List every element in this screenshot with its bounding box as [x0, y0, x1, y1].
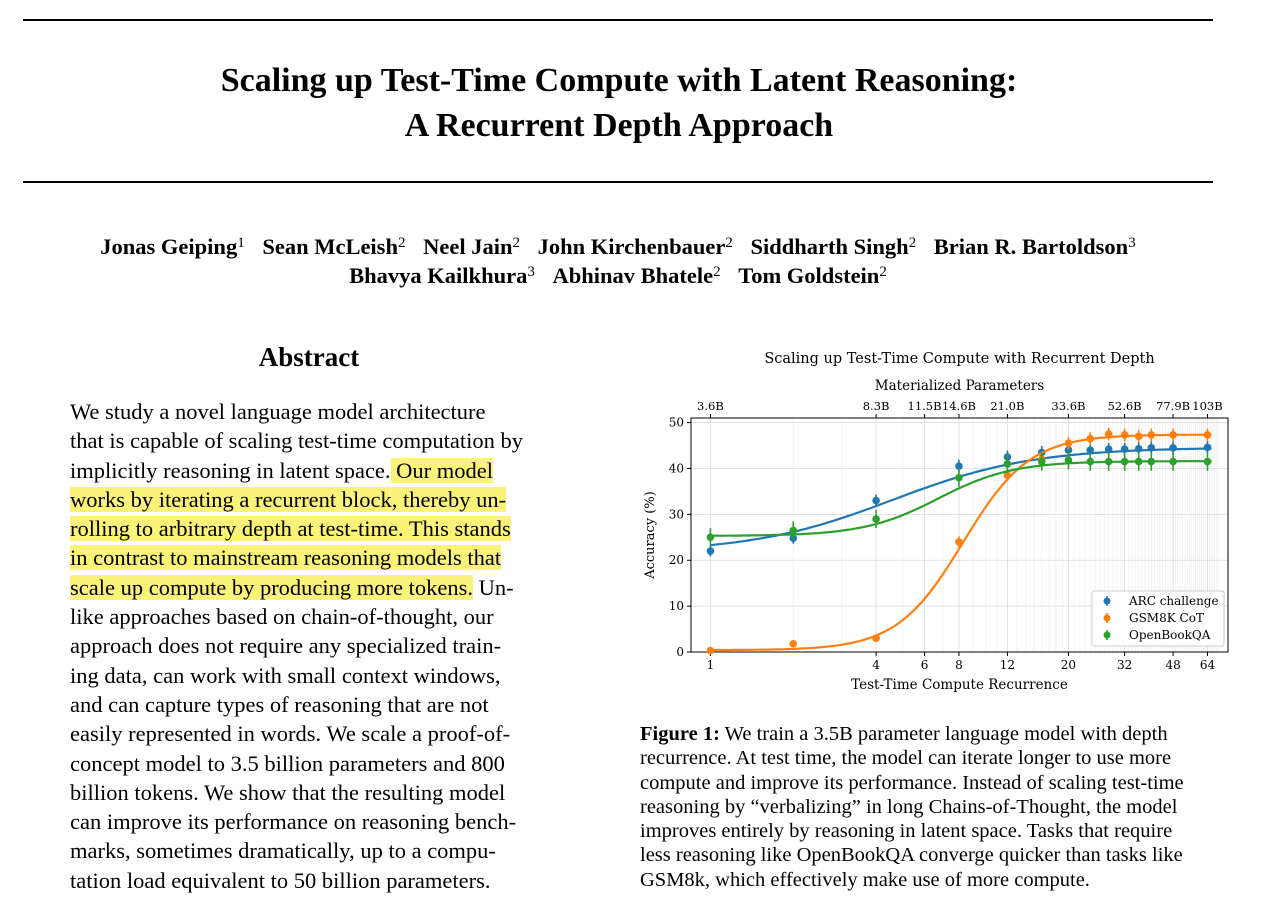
highlighted-text: scale up compute by producing more tokens. [70, 574, 474, 600]
data-point [1038, 458, 1046, 466]
abstract-line [70, 602, 548, 631]
author: Brian R. Bartoldson$^3$ [933, 234, 1136, 259]
x-tick-label: 20 [1060, 658, 1077, 672]
abstract-line [70, 866, 548, 895]
data-point [1004, 460, 1012, 468]
figure-caption [640, 722, 1213, 892]
abstract-line [70, 397, 548, 426]
x-axis-label: Test-Time Compute Recurrence [851, 677, 1068, 693]
abstract-line [70, 836, 548, 865]
abstract-line [70, 456, 548, 485]
y-tick-label: 40 [668, 461, 684, 476]
data-point [1105, 445, 1113, 453]
abstract-line [70, 426, 548, 455]
caption-line: less reasoning like OpenBookQA converge quicker than tasks like [640, 844, 1183, 867]
top-tick-label: 3.6B [697, 399, 724, 413]
abstract-text: tation load equivalent to 50 billion parameters. [70, 867, 491, 893]
data-point [1105, 430, 1113, 438]
author: Sean McLeish$^2$ [262, 234, 406, 259]
highlighted-text: in contrast to mainstream reasoning models that [70, 545, 502, 571]
abstract-line [70, 719, 548, 748]
caption-label: Figure 1: [640, 723, 720, 745]
abstract-line [70, 631, 548, 660]
data-point [1121, 458, 1129, 466]
abstract-line [70, 749, 548, 778]
data-point [1169, 458, 1177, 466]
author: Jonas Geiping$^1$ [100, 234, 245, 259]
abstract-text: concept model to 3.5 billion parameters and 800 [70, 750, 505, 776]
x-tick-label: 12 [999, 658, 1016, 672]
abstract-line [70, 543, 548, 572]
legend-label: ARC challenge [1129, 594, 1219, 608]
data-point [1204, 458, 1212, 466]
author: Siddharth Singh$^2$ [750, 234, 917, 259]
caption-line: GSM8k, which effectively make use of more compute. [640, 868, 1090, 891]
top-tick-label: 8.3B [862, 399, 890, 413]
data-point [1169, 444, 1177, 452]
data-point [872, 634, 880, 642]
y-tick-label: 20 [668, 553, 684, 568]
paper-title [0, 58, 1238, 148]
data-point [1147, 458, 1155, 466]
abstract-line [70, 690, 548, 719]
y-axis-label: Accuracy (%) [643, 491, 658, 579]
x-tick-label: 32 [1116, 658, 1133, 672]
x-tick-label: 8 [955, 658, 963, 672]
abstract-text: ing data, can work with small context windows, [70, 662, 501, 688]
abstract-text: approach does not require any specialized train- [70, 633, 502, 659]
abstract-line [70, 807, 548, 836]
abstract-line [70, 485, 548, 514]
top-tick-label: 33.6B [1051, 399, 1086, 413]
y-tick-label: 10 [668, 599, 684, 614]
x-tick-label: 64 [1199, 658, 1216, 672]
data-point [1204, 444, 1212, 452]
data-point [872, 497, 880, 505]
data-point [1086, 458, 1094, 466]
top-tick-label: 11.5B [907, 399, 942, 413]
figure-1 [640, 344, 1232, 694]
top-tick-label: 52.6B [1107, 399, 1142, 413]
data-point [707, 533, 715, 541]
legend-marker [1104, 615, 1111, 622]
top-tick-label: 14.6B [941, 399, 976, 413]
data-point [1121, 431, 1129, 439]
legend-marker [1104, 632, 1111, 639]
legend-label: GSM8K CoT [1129, 611, 1204, 625]
author: Bhavya Kailkhura$^3$ [349, 263, 535, 288]
x-tick-label: 6 [920, 658, 929, 672]
data-point [955, 538, 963, 546]
abstract-text: like approaches based on chain-of-thought, our [70, 604, 494, 630]
data-point [1121, 445, 1129, 453]
abstract-text: billion tokens. We show that the resulting model [70, 779, 506, 805]
author: Neel Jain$^2$ [423, 234, 520, 259]
chart-title: Scaling up Test-Time Compute with Recurrent Depth [764, 351, 1155, 367]
y-tick-label: 50 [668, 415, 684, 430]
data-point [789, 527, 797, 535]
data-point [1135, 458, 1143, 466]
top-tick-label: 103B [1192, 399, 1223, 413]
x-tick-label: 48 [1165, 658, 1181, 672]
abstract-line [70, 661, 548, 690]
top-rule [23, 19, 1213, 21]
abstract-text: and can capture types of reasoning that are not [70, 691, 489, 717]
author: John Kirchenbauer$^2$ [537, 234, 733, 259]
author: Tom Goldstein$^2$ [738, 263, 887, 288]
top-tick-label: 21.0B [990, 399, 1025, 413]
data-point [1065, 439, 1073, 447]
data-point [1135, 445, 1143, 453]
data-point [1147, 431, 1155, 439]
caption-line: We train a 3.5B parameter language model with depth [719, 723, 1168, 745]
abstract-line [70, 573, 548, 602]
abstract-text: marks, sometimes dramatically, up to a compu- [70, 838, 496, 864]
data-point [707, 647, 715, 655]
caption-line: improves entirely by reasoning in latent space. Tasks that require [640, 820, 1173, 843]
top-axis-label: Materialized Parameters [874, 378, 1045, 394]
abstract-text: easily represented in words. We scale a proof-of- [70, 721, 511, 747]
data-point [1135, 433, 1143, 441]
y-tick-label: 30 [668, 507, 684, 522]
x-tick-label: 1 [706, 658, 715, 672]
data-point [1147, 444, 1155, 452]
abstract-text: implicitly reasoning in latent space. [70, 457, 391, 483]
series-fit-line [710, 461, 1211, 536]
data-point [789, 640, 797, 648]
abstract-line [70, 778, 548, 807]
recurrence-scaling-chart [640, 344, 1232, 694]
highlighted-text: rolling to arbitrary depth at test-time. This stands [70, 516, 511, 542]
abstract-line [70, 514, 548, 543]
abstract-text: can improve its performance on reasoning bench- [70, 809, 517, 835]
abstract-text: Un- [473, 574, 514, 600]
data-point [1169, 431, 1177, 439]
y-tick-label: 0 [676, 645, 684, 659]
data-point [1105, 458, 1113, 466]
caption-line: compute and improve its performance. Instead of scaling test-time [640, 771, 1184, 794]
legend-marker [1104, 598, 1111, 605]
data-point [872, 515, 880, 523]
author-list [30, 232, 1206, 290]
data-point [1204, 431, 1212, 439]
top-tick-label: 77.9B [1156, 399, 1191, 413]
highlighted-text: works by iterating a recurrent block, thereby un- [70, 486, 507, 512]
title-line-2: A Recurrent Depth Approach [404, 107, 834, 144]
abstract-text: We study a novel language model architecture [70, 399, 486, 424]
author: Abhinav Bhatele$^2$ [552, 263, 721, 288]
abstract-body [70, 397, 548, 895]
data-point [955, 474, 963, 482]
data-point [1065, 456, 1073, 464]
x-tick-label: 4 [872, 658, 880, 672]
bottom-rule [23, 181, 1213, 183]
legend-label: OpenBookQA [1129, 628, 1211, 642]
data-point [1086, 435, 1094, 443]
title-line-1: Scaling up Test-Time Compute with Latent Reasoning: [220, 62, 1018, 99]
data-point [707, 547, 715, 555]
abstract-heading: Abstract [258, 342, 360, 372]
highlighted-text: Our model [390, 457, 494, 483]
caption-line: reasoning by “verbalizing” in long Chains-of-Thought, the model [640, 795, 1178, 818]
caption-line: recurrence. At test time, the model can iterate longer to use more [640, 747, 1172, 770]
abstract-text: that is capable of scaling test-time computation by [70, 428, 523, 454]
